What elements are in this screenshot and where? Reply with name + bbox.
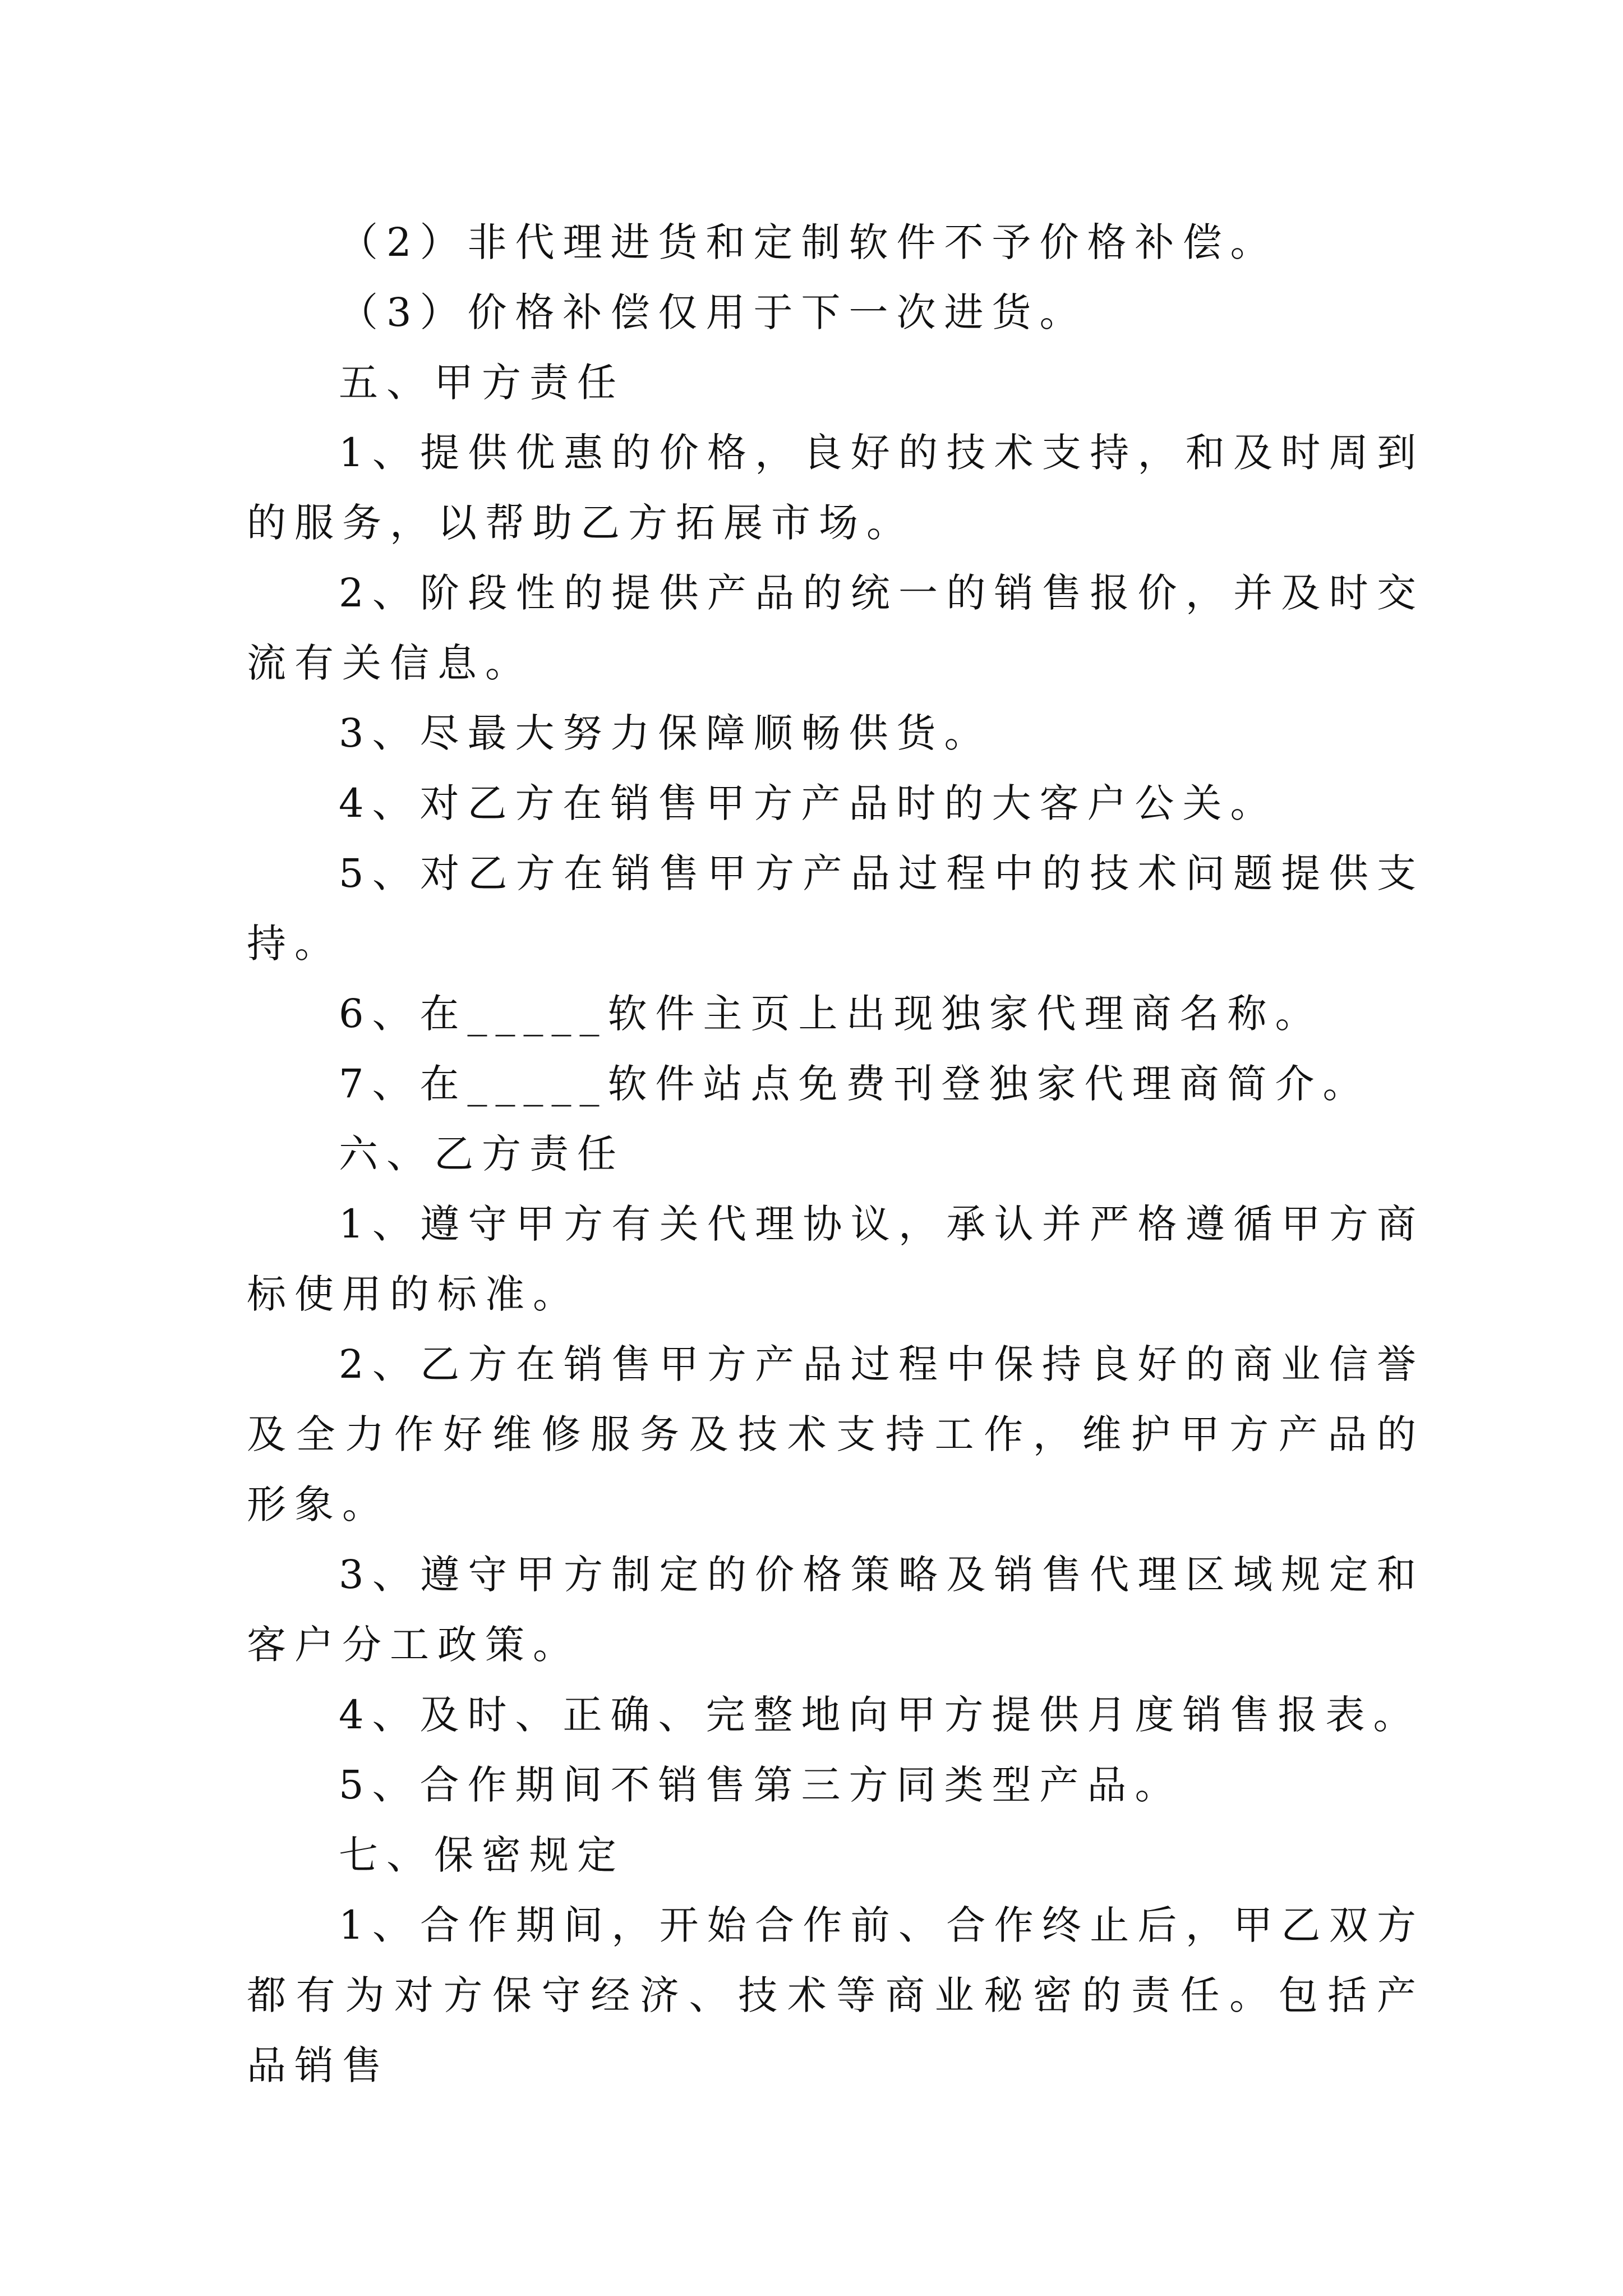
paragraph: （3）价格补偿仅用于下一次进货。 [339,289,1087,335]
paragraph: 5、合作期间不销售第三方同类型产品。 [339,1762,1183,1808]
paragraph: 4、及时、正确、完整地向甲方提供月度销售报表。 [339,1692,1421,1738]
paragraph: 3、尽最大努力保障顺畅供货。 [339,710,992,756]
paragraph: 7、在_____软件站点免费刊登独家代理商简介。 [339,1061,1371,1107]
paragraph: 2、乙方在销售甲方产品过程中保持良好的商业信誉及全力作好维修服务及技术支持工作，维护甲方产品的形象。 [247,1341,1424,1527]
section-heading: 六、乙方责任 [339,1131,625,1177]
section-heading: 七、保密规定 [339,1832,625,1878]
paragraph: 2、阶段性的提供产品的统一的销售报价，并及时交流有关信息。 [247,570,1424,686]
paragraph: 6、在_____软件主页上出现独家代理商名称。 [339,991,1323,1037]
paragraph: （2）非代理进货和定制软件不予价格补偿。 [339,219,1278,265]
paragraph: 1、提供优惠的价格，良好的技术支持，和及时周到的服务，以帮助乙方拓展市场。 [247,430,1424,546]
paragraph: 1、合作期间，开始合作前、合作终止后，甲乙双方都有为对方保守经济、技术等商业秘密的责任。包括产品销售 [247,1902,1424,2088]
paragraph: 4、对乙方在销售甲方产品时的大客户公关。 [339,780,1278,826]
section-heading: 五、甲方责任 [339,360,625,406]
paragraph: 5、对乙方在销售甲方产品过程中的技术问题提供支持。 [247,850,1424,967]
paragraph: 1、遵守甲方有关代理协议，承认并严格遵循甲方商标使用的标准。 [247,1201,1424,1317]
document-body [247,208,1424,2101]
paragraph: 3、遵守甲方制定的价格策略及销售代理区域规定和客户分工政策。 [247,1552,1424,1668]
